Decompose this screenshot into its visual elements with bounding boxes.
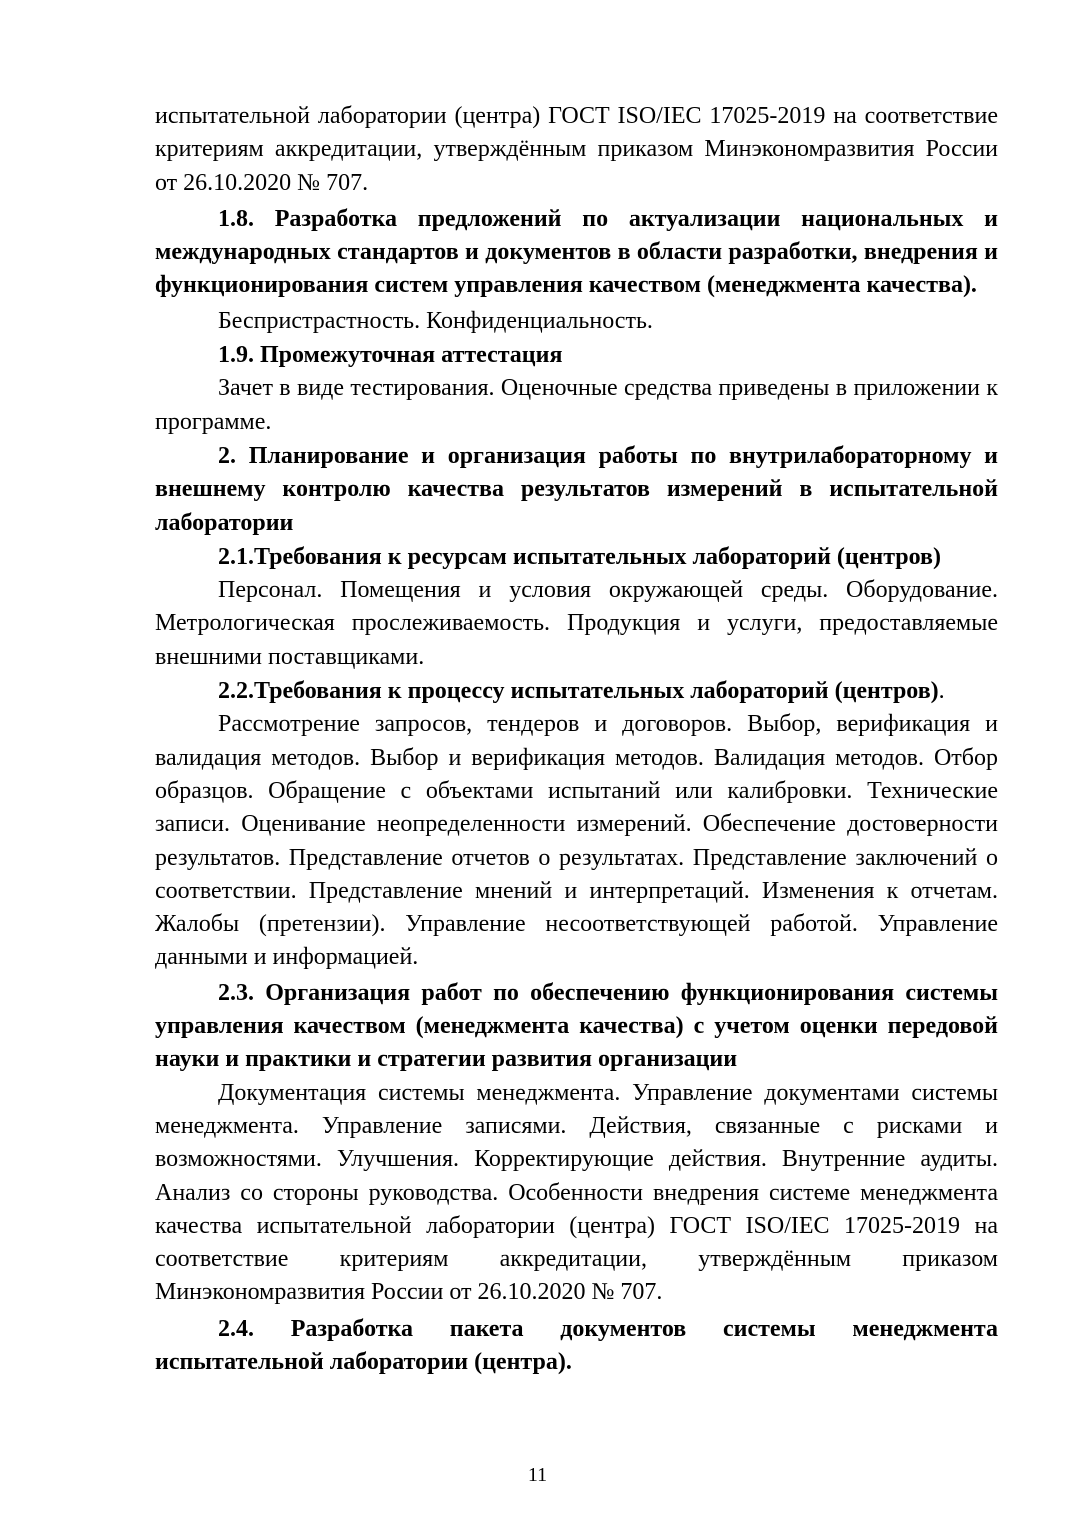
section-heading-2-3: 2.3. Организация работ по обеспечению функционирования системы управления качеством (менеджмента качества) с учетом оценки передовой науки и практики и стратегии развития организации	[155, 979, 998, 1073]
section-heading-2-4: 2.4. Разработка пакета документов системы менеджмента испытательной лаборатории (центра).	[155, 1315, 998, 1375]
section-heading-2-2-text: 2.2.Требования к процессу испытательных лабораторий (центров)	[218, 678, 939, 705]
paragraph-2-1: Персонал. Помещения и условия окружающей среды. Оборудование. Метрологическая прослеживаемость. Продукция и услуги, предоставляемые внешними поставщиками.	[155, 577, 998, 670]
paragraph-2-3: Документация системы менеджмента. Управление документами системы менеджмента. Управление записями. Действия, связанные с рисками и возможностями. Улучшения. Корректирующие действия. Внутренние аудиты. Анализ со стороны руководства. Особенности внедрения системе менеджмента качества испытательной лаборатории (центра) ГОСТ ISO/IEC 17025-2019 на соответствие критериям аккредитации, утверждённым приказом Минэкономразвития России от 26.10.2020 № 707.	[155, 1079, 998, 1306]
paragraph-1-9: Зачет в виде тестирования. Оценочные средства приведены в приложении к программе.	[155, 375, 998, 435]
continuation-paragraph: испытательной лаборатории (центра) ГОСТ ISO/IEC 17025-2019 на соответствие критериям аккредитации, утверждённым приказом Минэкономразвития России от 26.10.2020 № 707.	[155, 103, 998, 196]
page-number: 11	[527, 1464, 548, 1486]
section-heading-2-2	[155, 675, 998, 708]
section-heading-2-2-period: .	[938, 678, 945, 705]
section-heading-1-9: 1.9. Промежуточная аттестация	[218, 342, 563, 369]
paragraph-1-8: Беспристрастность. Конфиденциальность.	[218, 307, 653, 334]
paragraph-2-2: Рассмотрение запросов, тендеров и договоров. Выбор, верификация и валидация методов. Выбор и верификация методов. Валидация методов. Отбор образцов. Обращение с объектами испытаний или калибровки. Технические записи. Оценивание неопределенности измерений. Обеспечение достоверности результатов. Представление отчетов о результатах. Представление заключений о соответствии. Представление мнений и интерпретаций. Изменения к отчетам. Жалобы (претензии). Управление несоответствующей работой. Управление данными и информацией.	[155, 711, 998, 971]
document-body	[155, 100, 998, 1379]
section-heading-1-8: 1.8. Разработка предложений по актуализации национальных и международных стандартов и документов в области разработки, внедрения и функционирования систем управления качеством (менеджмента качества).	[155, 205, 998, 299]
section-heading-2-1: 2.1.Требования к ресурсам испытательных лабораторий (центров)	[218, 543, 941, 570]
section-heading-2: 2. Планирование и организация работы по внутрилабораторному и внешнему контролю качества результатов измерений в испытательной лаборатории	[155, 442, 998, 536]
